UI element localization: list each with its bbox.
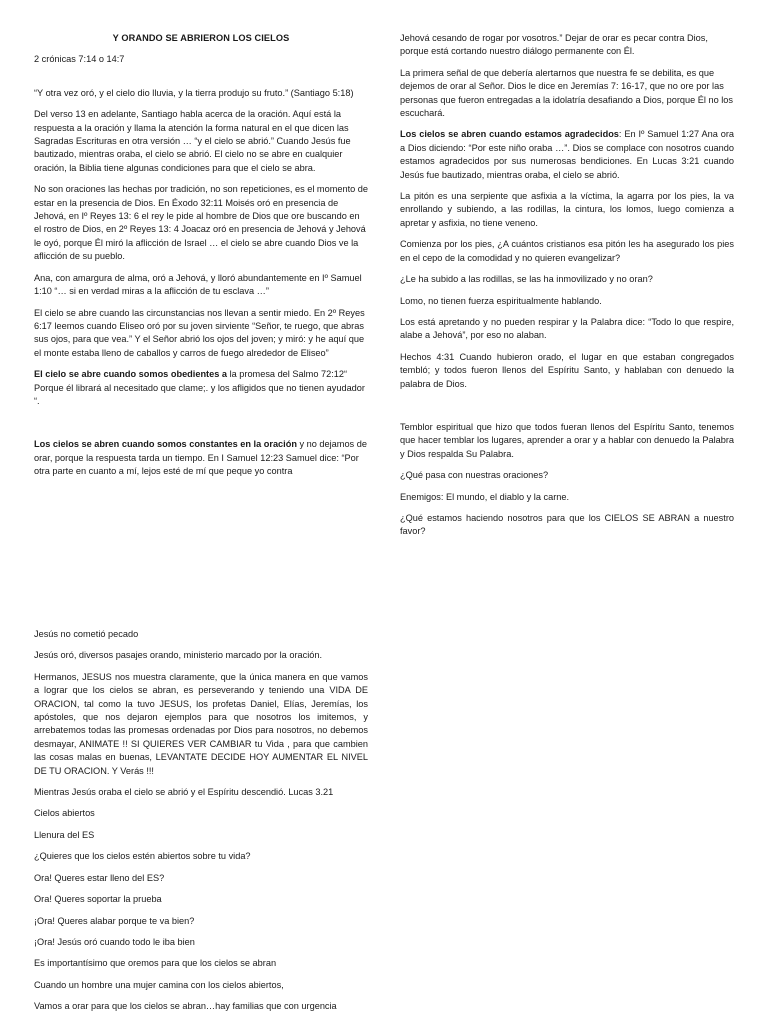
paragraph: Temblor espiritual que hizo que todos fueran llenos del Espíritu Santo, tenemos que hacer temblar los lugares, aprender a orar y a hablar con denuedo la Palabra y Dios respalda Su Palabra.: [400, 421, 734, 459]
right-column: [400, 32, 734, 547]
paragraph-text: : En Iº Samuel 1:27 Ana ora a Dios diciendo: “Por este niño oraba …”. Dios se complace con nosotros cuando estamos agradecidos por sus numerosas bendiciones. En Lucas 3:21 cuando Jesús fue bautizado, mientras oraba, el cielo se abrió.: [400, 129, 734, 180]
paragraph: [34, 368, 368, 408]
paragraph: ¿Le ha subido a las rodillas, se las ha inmovilizado y no oran?: [400, 274, 653, 285]
bible-reference: 2 crónicas 7:14 o 14:7: [34, 54, 125, 65]
list-line: Vamos a orar para que los cielos se abran…hay familias que con urgencia: [34, 1001, 337, 1012]
bold-heading: Los cielos se abren cuando estamos agradecidos: [400, 129, 619, 140]
paragraph: No son oraciones las hechas por tradición, no son repeticiones, es el momento de estar en la presencia de Dios. En Éxodo 32:11 Moisés oró en presencia de Jehová, en Iº Reyes 13: 6 el rey le pide al hombre de Dios que ore buscando en el rostro de Dios, en 2º Reyes 13: 4 Joacaz oró en presencia de Jehová y Jehová le oyó, porque Él miró la aflicción de Israel … el cielo se abre cuando Dios ve la aflicción de su pueblo.: [34, 184, 369, 262]
paragraph: Jehová cesando de rogar por vosotros.” Dejar de orar es pecar contra Dios, porque está cortando nuestro diálogo permanente con Él.: [400, 33, 708, 57]
document-title: Y ORANDO SE ABRIERON LOS CIELOS: [112, 33, 290, 43]
paragraph: Ana, con amargura de alma, oró a Jehová, y lloró abundantemente en Iº Samuel 1:10 “… si en verdad miras a la aflicción de tu esclava …”: [34, 272, 362, 297]
list-line: Cuando un hombre una mujer camina con los cielos abiertos,: [34, 979, 284, 990]
list-line: Es importantísimo que oremos para que los cielos se abran: [34, 958, 277, 969]
paragraph: Lomo, no tienen fuerza espiritualmente hablando.: [400, 295, 602, 306]
bottom-section: [34, 628, 368, 1022]
paragraph: La pitón es una serpiente que asfixia a la víctima, la agarra por los pies, la va enrollando y subiendo, a las rodillas, la cintura, los lomos, luego comienza a apretar y asfixia, no tiene veneno.: [400, 191, 734, 228]
list-line: Ora! Queres soportar la prueba: [34, 894, 162, 905]
paragraph: Hermanos, JESUS nos muestra claramente, que la única manera en que vamos a lograr que los cielos se abran, es perseverando y teniendo una VIDA DE ORACION, tal como la tuvo JESUS, los profetas Daniel, Elías, Jeremías, los apóstoles, que nos dejaron ejemplos para que nosotros los imitemos, y arrebatemos todas las promesas ordenadas por Dios para nosotros, no debemos desmayar, ANIMATE !! SI QUIERES VER CAMBIAR tu Vida , para que cambien las cosas malas en buenas, LEVANTATE DECIDE HOY AUMENTAR EL NIVEL DE TU ORACION. Y Verás !!!: [34, 671, 368, 776]
list-line: ¡Ora! Queres alabar porque te va bien?: [34, 915, 195, 926]
paragraph: Del verso 13 en adelante, Santiago habla acerca de la oración. Aquí está la respuesta a la oración y llama la atención la forma natural en el que dicen las Sagradas Escrituras en otra versión … “y el cielo se abrió.” Cuando Jesús fue bautizado, mientras oraba, el cielo se abrió. El cielo no se abre en cualquier oración, la Biblia tiene algunas condiciones para que el cielo se abra.: [34, 109, 351, 173]
list-line: ¡Ora! Jesús oró cuando todo le iba bien: [34, 936, 195, 947]
paragraph: ¿Qué pasa con nuestras oraciones?: [400, 470, 549, 481]
list-line: Ora! Queres estar lleno del ES?: [34, 872, 165, 883]
paragraph: El cielo se abre cuando las circunstancias nos llevan a sentir miedo. En 2º Reyes 6:17 leemos cuando Eliseo oró por su joven sirviente “Señor, te ruego, que abras sus ojos, para que vea.” Y el Señor abrió los ojos del joven; y miró: y he aquí que el monte estaba lleno de caballos y carros de fuego alrededor de Eliseo”: [34, 307, 365, 358]
paragraph: ¿Qué estamos haciendo nosotros para que los CIELOS SE ABRAN a nuestro favor?: [400, 512, 734, 537]
paragraph: Comienza por los pies, ¿A cuántos cristianos esa pitón les ha asegurado los pies en el cepo de la comodidad y no quieren evangelizar?: [400, 239, 734, 263]
list-line: Cielos abiertos: [34, 808, 95, 819]
paragraph-text: y no dejamos de orar, porque la respuesta tarda un tiempo. En I Samuel 12:23 Samuel dice: “Por otra parte en cuanto a mí, lejos esté de mí que peque yo contra: [34, 439, 367, 477]
paragraph-text: la promesa del Salmo 72:12“ Porque él librará al necesitado que clame;. y los afligidos que no tienen ayudador “.: [34, 369, 365, 406]
bold-heading: El cielo se abre cuando somos obedientes a: [34, 369, 228, 380]
list-line: Jesús oró, diversos pasajes orando, ministerio marcado por la oración.: [34, 650, 323, 661]
paragraph: [34, 438, 368, 478]
paragraph: [400, 128, 734, 182]
list-line: Mientras Jesús oraba el cielo se abrió y el Espíritu descendió. Lucas 3.21: [34, 787, 334, 798]
list-line: Jesús no cometió pecado: [34, 629, 139, 639]
paragraph: “Y otra vez oró, y el cielo dio lluvia, y la tierra produjo su fruto.” (Santiago 5:18): [34, 87, 354, 98]
list-line: Llenura del ES: [34, 829, 95, 840]
left-column: [34, 32, 368, 487]
paragraph: Los está apretando y no pueden respirar y la Palabra dice: “Todo lo que respire, alabe a Jehová”, por eso no alaban.: [400, 316, 734, 341]
paragraph: Hechos 4:31 Cuando hubieron orado, el lugar en que estaban congregados tembló; y todos fueron llenos del Espíritu Santo, y hablaban con denuedo la palabra de Dios.: [400, 351, 734, 389]
paragraph: Enemigos: El mundo, el diablo y la carne.: [400, 491, 570, 502]
paragraph: La primera señal de que debería alertarnos que nuestra fe se debilita, es que dejemos de orar al Señor. Dios le dice en Jeremías 7: 16-17, que no ore por las personas que fueron entregadas a la idolatría desafiando a Dios, porque Él no los escuchará.: [400, 67, 734, 119]
bold-heading: Los cielos se abren cuando somos constantes en la oración: [34, 439, 297, 450]
list-line: ¿Quieres que los cielos estén abiertos sobre tu vida?: [34, 851, 251, 862]
